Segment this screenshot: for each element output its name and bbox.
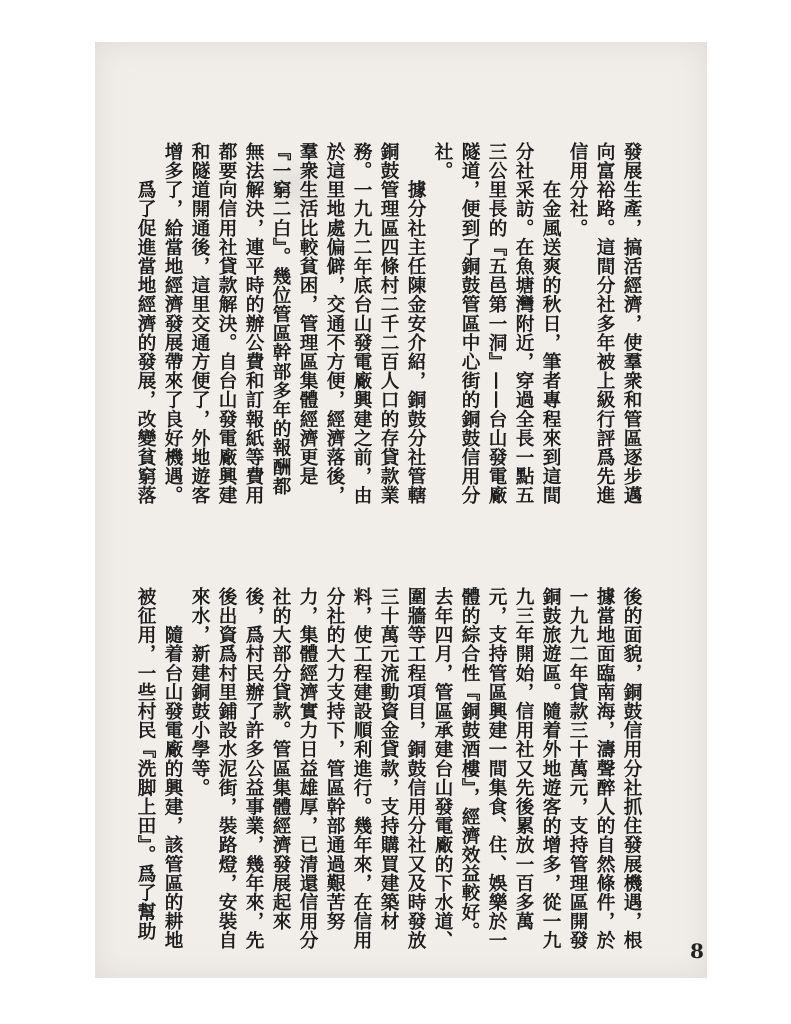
text-line: 發展生產，搞活經濟，使羣衆和管區逐步邁 xyxy=(621,142,642,505)
text-line: 體的綜合性『銅鼓酒樓』，經濟效益較好。 xyxy=(459,587,480,941)
text-line: 據當地面臨南海，濤聲醉人的自然條件，於 xyxy=(594,587,615,950)
text-line: 後的面貌，銅鼓信用分社抓住發展機遇，根 xyxy=(621,587,642,950)
text-line: 銅鼓旅遊區。隨着外地遊客的增多，從一九 xyxy=(540,587,561,950)
page-number: 8 xyxy=(690,939,704,963)
text-line: 隨着台山發電廠的興建，該管區的耕地 xyxy=(162,587,183,950)
text-line: 銅鼓管理區四條村二千二百人口的存貸款業 xyxy=(378,142,399,505)
text-line: 後，爲村民辦了許多公益事業，幾年來，先 xyxy=(243,587,264,950)
text-line: 無法解決，連平時的辦公費和訂報紙等費用 xyxy=(243,142,264,505)
text-line: 向富裕路。這間分社多年被上級行評爲先進 xyxy=(594,142,615,505)
text-line: 和隧道開通後，這里交通方便了，外地遊客 xyxy=(189,142,210,505)
text-line: 料，使工程建設順利進行。幾年來，在信用 xyxy=(351,587,372,950)
text-line: 信用分社。 xyxy=(567,142,588,238)
text-line: 在金風送爽的秋日，筆者專程來到這間 xyxy=(540,142,561,505)
text-block-lower xyxy=(132,587,645,950)
text-line: 爲了促進當地經濟的發展，改變貧窮落 xyxy=(135,142,156,505)
text-line: 增多了，給當地經濟發展帶來了良好機遇。 xyxy=(162,142,183,505)
text-line: 分社的大力支持下，管區幹部通過艱苦努 xyxy=(324,587,345,931)
text-line: 社的大部分貸款。管區集體經濟發展起來 xyxy=(270,587,291,931)
text-line: 據分社主任陳金安介紹，銅鼓分社管轄 xyxy=(405,142,426,505)
text-line: 被征用，一些村民『洗脚上田』。爲了幫助 xyxy=(135,587,156,941)
text-line: 『一窮二白』。幾位管區幹部多年的報酬都 xyxy=(270,142,291,496)
text-line: 羣衆生活比較貧困，管理區集體經濟更是 xyxy=(297,142,318,486)
text-line: 都要向信用社貸款解決。自台山發電廠興建 xyxy=(216,142,237,505)
text-line: 分社采訪。在魚塘灣附近，穿過全長一點五 xyxy=(513,142,534,505)
text-line: 務。一九九二年底台山發電廠興建之前，由 xyxy=(351,142,372,505)
text-line: 隧道，便到了銅鼓管區中心街的銅鼓信用分 xyxy=(459,142,480,505)
text-line: 力，集體經濟實力日益雄厚，已清還信用分 xyxy=(297,587,318,950)
text-line: 社。 xyxy=(432,142,453,181)
text-line: 來水，新建銅鼓小學等。 xyxy=(189,587,210,798)
text-line: 三十萬元流動資金貸款，支持購買建築材 xyxy=(378,587,399,931)
text-line: 後出資爲村里鋪設水泥街，裝路燈，安裝自 xyxy=(216,587,237,950)
text-line: 元，支持管區興建一間集食、住、娛樂於一 xyxy=(486,587,507,950)
text-line: 圍牆等工程項目，銅鼓信用分社又及時發放 xyxy=(405,587,426,950)
text-line: 三公里長的『五邑第一洞』——台山發電廠 xyxy=(486,142,507,505)
text-line: 去年四月，管區承建台山發電廠的下水道、 xyxy=(432,587,453,950)
document-page xyxy=(95,42,707,978)
text-line: 於這里地處偏僻，交通不方便，經濟落後， xyxy=(324,142,345,505)
text-block-upper xyxy=(132,142,645,562)
text-line: 九三年開始，信用社又先後累放一百多萬 xyxy=(513,587,534,931)
text-line: 一九九二年貸款三十萬元，支持管理區開發 xyxy=(567,587,588,950)
